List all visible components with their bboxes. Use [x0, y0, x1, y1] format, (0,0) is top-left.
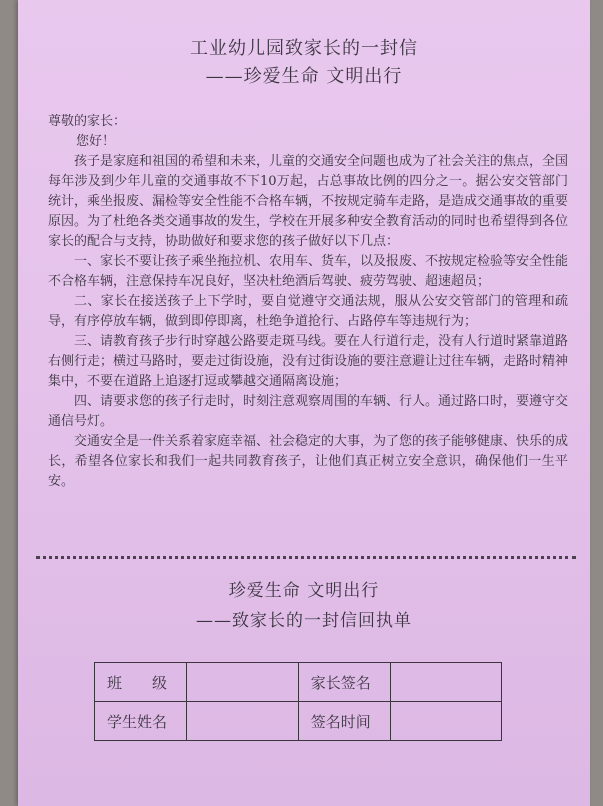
tear-off-divider [36, 556, 576, 559]
paragraph-point-1: 一、家长不要让孩子乘坐拖拉机、农用车、货车，以及报废、不按规定检验等安全性能不合格车辆，注意保持车况良好，坚决杜绝酒后驾驶、疲劳驾驶、超速超员； [48, 254, 569, 289]
class-field[interactable] [187, 663, 298, 702]
letter-body [48, 112, 568, 492]
greeting: 您好！ [76, 134, 116, 149]
sign-date-field[interactable] [390, 702, 501, 741]
parent-signature-field[interactable] [390, 663, 501, 702]
parent-signature-label: 家长签名 [298, 663, 390, 702]
paragraph-point-2: 二、家长在接送孩子上下学时，要自觉遵守交通法规，服从公安交管部门的管理和疏导，有序停放车辆，做到即停即离，杜绝争道抢行、占路停车等违规行为； [48, 294, 568, 329]
receipt-subtitle: ——致家长的一封信回执单 [196, 611, 412, 631]
class-label: 班 级 [95, 663, 187, 702]
receipt-row-2 [95, 702, 502, 741]
paragraph-point-3: 三、请教育孩子步行时穿越公路要走斑马线。要在人行道行走，没有人行道时紧靠道路右侧行走；横过马路时，要走过街设施，没有过街设施的要注意避让过往车辆，走路时精神集中，不要在道路上追逐打逗或攀越交通隔离设施； [48, 334, 569, 389]
student-name-label: 学生姓名 [95, 702, 187, 741]
paragraph-point-4: 四、请要求您的孩子行走时，时刻注意观察周围的车辆、行人。通过路口时，要遵守交通信号灯。 [48, 394, 569, 429]
sign-date-label: 签名时间 [298, 702, 390, 741]
student-name-field[interactable] [187, 702, 298, 741]
letter-subtitle: ——珍爱生命 文明出行 [205, 66, 403, 87]
paragraph-closing: 交通安全是一件关系着家庭幸福、社会稳定的大事，为了您的孩子能够健康、快乐的成长，希望各位家长和我们一起共同教育孩子，让他们真正树立安全意识，确保他们一生平安。 [48, 434, 569, 489]
receipt-title: 珍爱生命 文明出行 [228, 581, 380, 601]
salutation: 尊敬的家长： [48, 114, 127, 129]
paragraph-intro: 孩子是家庭和祖国的希望和未来，儿童的交通安全问题也成为了社会关注的焦点，全国每年涉及到少年儿童的交通事故不下10万起，占总事故比例的四分之一。据公安交管部门统计，乘坐报废、漏检等安全性能不合格车辆，不按规定骑车走路，是造成交通事故的重要原因。为了杜绝各类交通事故的发生，学校在开展多种安全教育活动的同时也希望得到各位家长的配合与支持，协助做好和要求您的孩子做好以下几点： [48, 154, 569, 249]
letter-title: 工业幼儿园致家长的一封信 [190, 38, 418, 59]
receipt-row-1 [95, 663, 502, 702]
letter-paper [18, 0, 590, 806]
receipt-form-table [94, 662, 502, 741]
